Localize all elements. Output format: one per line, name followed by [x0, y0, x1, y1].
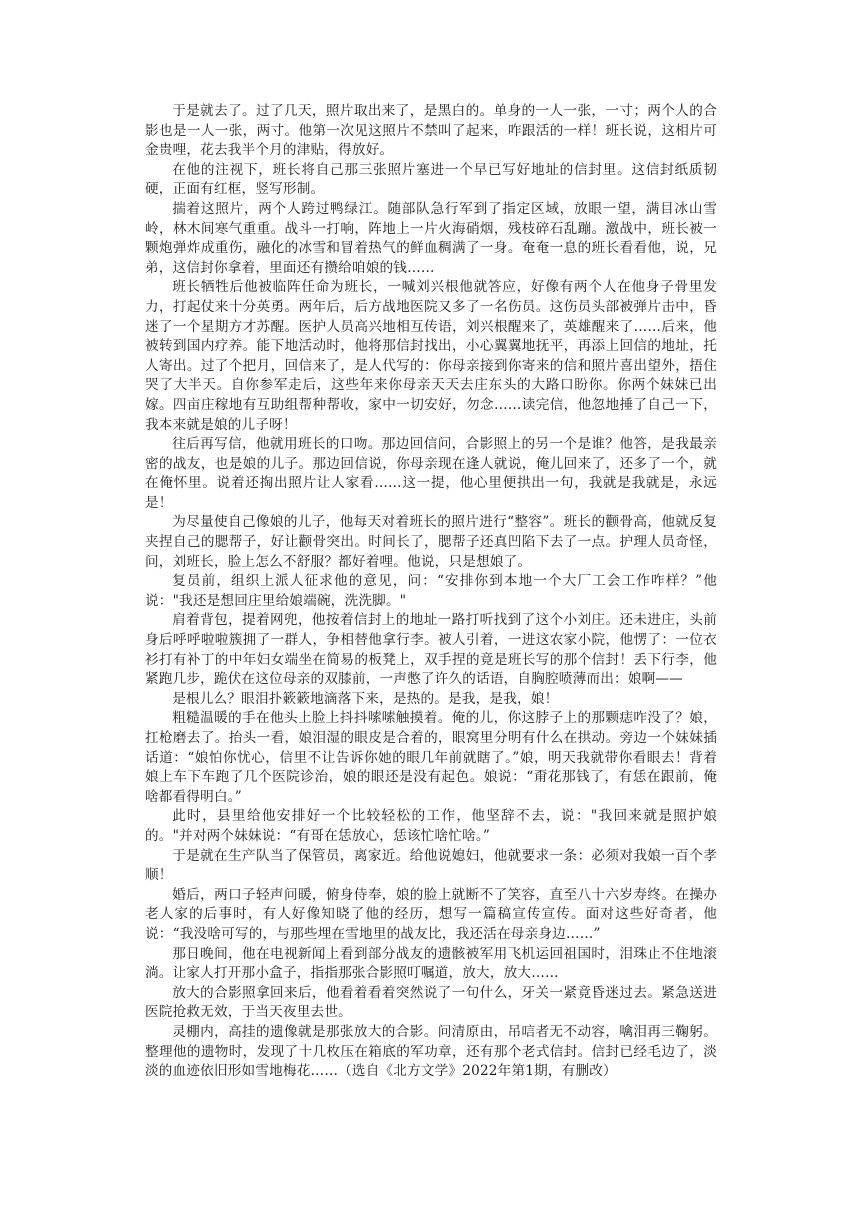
paragraph: 肩着背包，提着网兜，他按着信封上的地址一路打听找到了这个小刘庄。还未进庄，头前身后呼呼啦啦簇拥了一群人，争相替他拿行李。被人引着，一进这农家小院，他愣了：一位衣衫打有补丁的中年妇女端坐在简易的板凳上，双手捏的竟是班长写的那个信封！丢下行李，他紧跑几步，跪伏在这位母亲的双膝前，一声憋了许久的话语，自胸腔喷薄而出：娘啊—— [145, 612, 717, 688]
paragraph: 于是就去了。过了几天，照片取出来了，是黑白的。单身的一人一张，一寸；两个人的合影也是一人一张，两寸。他第一次见这照片不禁叫了起来，咋跟活的一样！班长说，这相片可金贵哩，花去我半个月的津贴，得放好。 [145, 103, 717, 159]
paragraph: 灵棚内，高挂的遗像就是那张放大的合影。问清原由，吊唁者无不动容，噙泪再三鞠躬。整理他的遗物时，发现了十几枚压在箱底的军功章，还有那个老式信封。信封已经毛边了，淡淡的血迹依旧形如雪地梅花……（选自《北方文学》2022年第1期，有删改） [145, 1023, 717, 1080]
paragraph: 粗糙温暖的手在他头上脸上抖抖嗦嗦触摸着。俺的儿，你这脖子上的那颗痣咋没了？娘，扛枪磨去了。抬头一看，娘泪湿的眼皮是合着的，眼窝里分明有什么在拱动。旁边一个妹妹插话道：“娘怕你忧心，信里不让告诉你她的眼几年前就瞎了。”娘，明天我就带你看眼去！背着娘上车下车跑了几个医院诊治，娘的眼还是没有起色。娘说：“甭花那钱了，有恁在跟前，俺啥都看得明白。” [145, 710, 717, 805]
paragraph: 班长牺牲后他被临阵任命为班长，一喊刘兴根他就答应，好像有两个人在他身子骨里发力，打起仗来十分英勇。两年后，后方战地医院又多了一名伤员。这伤员头部被弹片击中，昏迷了一个星期方才苏醒。医护人员高兴地相互传语，刘兴根醒来了，英雄醒来了……后来，他被转到国内疗养。能下地活动时，他将那信封找出，小心翼翼地抚平，再添上回信的地址，托人寄出。过了个把月，回信来了，是人代写的：你母亲接到你寄来的信和照片喜出望外，捂住哭了大半天。自你参军走后，这些年来你母亲天天去庄东头的大路口盼你。你两个妹妹已出嫁。四亩庄稼地有互助组帮种帮收，家中一切安好，勿念……读完信，他忽地捶了自己一下，我本来就是娘的儿子呀！ [145, 279, 717, 433]
paragraph: 揣着这照片，两个人跨过鸭绿江。随部队急行军到了指定区域，放眼一望，满目冰山雪岭，林木间寒气重重。战斗一打响，阵地上一片火海硝烟，残枝碎石乱蹦。激战中，班长被一颗炮弹炸成重伤，融化的冰雪和冒着热气的鲜血稠满了一身。奄奄一息的班长看看他，说，兄弟，这信封你拿着，里面还有攒给咱娘的钱…… [145, 200, 717, 276]
paragraph: 那日晚间，他在电视新闻上看到部分战友的遗骸被军用飞机运回祖国时，泪珠止不住地滚淌。让家人打开那小盒子，指指那张合影照叮嘱道，放大，放大…… [145, 945, 717, 982]
paragraph: 为尽量使自己像娘的儿子，他每天对着班长的照片进行“整容”。班长的颧骨高，他就反复夹捏自己的腮帮子，好让颧骨突出。时间长了，腮帮子还真凹陷下去了一点。护理人员奇怪，问，刘班长，脸上怎么不舒服？都好着哩。他说，只是想娘了。 [145, 514, 717, 570]
paragraph: 放大的合影照拿回来后，他看着看着突然说了一句什么，牙关一紧竟昏迷过去。紧急送进医院抢救无效，于当天夜里去世。 [145, 984, 717, 1021]
paragraph: 于是就在生产队当了保管员，离家近。给他说媳妇，他就要求一条：必须对我娘一百个孝顺！ [145, 847, 717, 884]
paragraph: 婚后，两口子轻声问暖，俯身侍奉，娘的脸上就断不了笑容，直至八十六岁寿终。在操办老人家的后事时，有人好像知晓了他的经历，想写一篇稿宣传宣传。面对这些好奇者，他说：“我没啥可写的，与那些埋在雪地里的战友比，我还活在母亲身边……” [145, 886, 717, 942]
article-body [145, 102, 717, 1082]
paragraph: 此时，县里给他安排好一个比较轻松的工作，他坚辞不去，说："我回来就是照护娘的。"并对两个妹妹说：“有哥在恁放心，恁该忙啥忙啥。” [145, 808, 717, 844]
paragraph: 复员前，组织上派人征求他的意见，问：“安排你到本地一个大厂工会工作咋样？”他说："我还是想回庄里给娘端碗，洗洗脚。" [145, 573, 717, 609]
paragraph: 是根儿么？眼泪扑簌簌地滴落下来，是热的。是我，是我，娘！ [172, 690, 559, 707]
paragraph: 在他的注视下，班长将自己那三张照片塞进一个早已写好地址的信封里。这信封纸质韧硬，正面有红框，竖写形制。 [145, 161, 717, 198]
paragraph: 往后再写信，他就用班长的口吻。那边回信问，合影照上的另一个是谁？他答，是我最亲密的战友，也是娘的儿子。那边回信说，你母亲现在逢人就说，俺儿回来了，还多了一个，就在俺怀里。说着还掏出照片让人家看……这一提，他心里便拱出一句，我就是我就是，永远是！ [145, 436, 717, 511]
